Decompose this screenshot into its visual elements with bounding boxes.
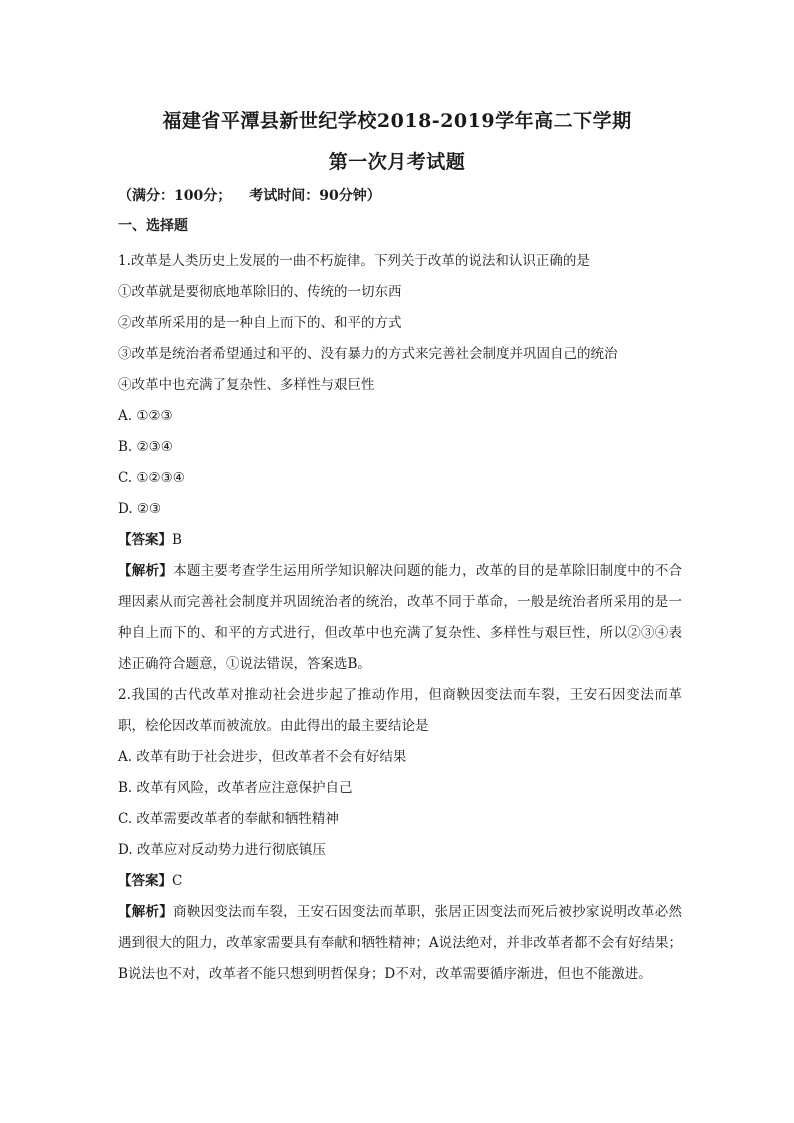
exam-info <box>118 185 381 205</box>
question-2 <box>118 680 682 990</box>
time-info: 考试时间：90分钟） <box>249 188 381 204</box>
document-subtitle: 第一次月考试题 <box>328 151 466 173</box>
statement-1: ①改革就是要彻底地革除旧的、传统的一切东西 <box>118 284 402 300</box>
question-stem: 1.改革是人类历史上发展的一曲不朽旋律。下列关于改革的说法和认识正确的是 <box>118 253 590 269</box>
option-c: C. ①②③④ <box>118 470 185 486</box>
statement-3: ③改革是统治者希望通过和平的、没有暴力的方式来完善社会制度并巩固自己的统治 <box>118 346 618 362</box>
option-d: D. 改革应对反动势力进行彻底镇压 <box>118 842 326 858</box>
option-b: B. 改革有风险，改革者应注意保护自己 <box>118 780 353 796</box>
question-stem: 2.我国的古代改革对推动社会进步起了推动作用，但商鞅因变法而车裂，王安石因变法而革职，桧伦因改革而被流放。由此得出的最主要结论是 <box>118 687 682 734</box>
answer-label: 【答案】 <box>118 873 172 889</box>
option-b: B. ②③④ <box>118 439 173 455</box>
option-d: D. ②③ <box>118 501 162 517</box>
statement-2: ②改革所采用的是一种自上而下的、和平的方式 <box>118 315 402 331</box>
analysis-label: 【解析】 <box>118 904 174 920</box>
document-title: 福建省平潭县新世纪学校2018-2019学年高二下学期 <box>162 110 632 132</box>
analysis-label: 【解析】 <box>118 563 174 579</box>
option-c: C. 改革需要改革者的奉献和牺牲精神 <box>118 811 339 827</box>
analysis-paragraph <box>118 556 682 680</box>
answer-value: B <box>172 532 182 548</box>
question-1 <box>118 246 682 680</box>
option-a: A. ①②③ <box>118 408 173 424</box>
answer-value: C <box>172 873 183 889</box>
questions-container <box>118 246 682 990</box>
analysis-text: 商鞅因变法而车裂，王安石因变法而革职，张居正因变法而死后被抄家说明改革必然遇到很大的阻力，改革家需要具有奉献和牺牲精神；A说法绝对，并非改革者都不会有好结果；B说法也不对，改革者不能只想到明哲保身；D不对，改革需要循序渐进，但也不能激进。 <box>118 904 683 982</box>
option-a: A. 改革有助于社会进步，但改革者不会有好结果 <box>118 749 407 765</box>
section-heading: 一、选择题 <box>118 218 188 234</box>
statement-4: ④改革中也充满了复杂性、多样性与艰巨性 <box>118 377 375 393</box>
analysis-text: 本题主要考查学生运用所学知识解决问题的能力，改革的目的是革除旧制度中的不合理因素从而完善社会制度并巩固统治者的统治，改革不同于革命，一般是统治者所采用的是一种自上而下的、和平的方式进行，但改革中也充满了复杂性、多样性与艰巨性，所以②③④表述正确符合题意，①说法错误，答案选B。 <box>118 563 683 672</box>
score-info: （满分：100分； <box>118 188 232 204</box>
analysis-paragraph <box>118 897 682 990</box>
answer-label: 【答案】 <box>118 532 172 548</box>
answer-line <box>118 525 682 556</box>
answer-line <box>118 866 682 897</box>
